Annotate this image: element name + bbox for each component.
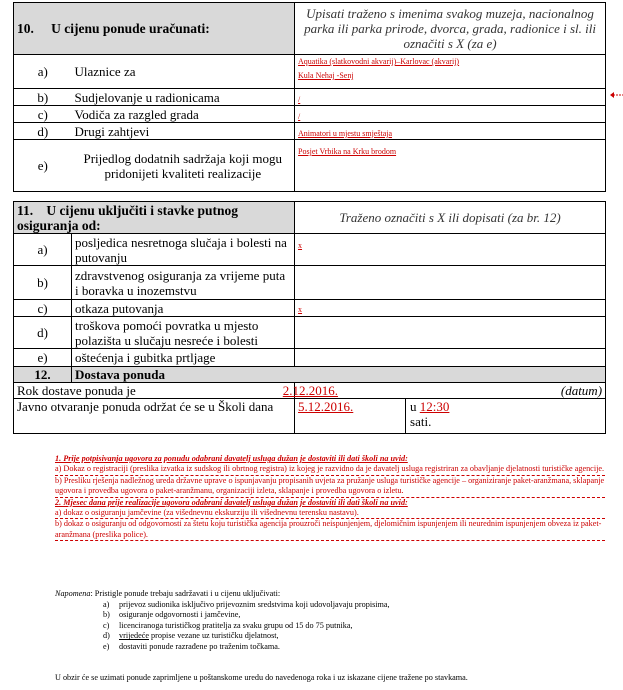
opening-time: 12:30 bbox=[419, 399, 450, 414]
napomena-label: Napomena bbox=[55, 589, 91, 598]
row-value: / bbox=[298, 94, 301, 104]
row-letter: a) bbox=[14, 55, 72, 89]
note-1a: a) Dokaz o registraciji (preslika izvatka iz sudskog ili obrtnog registra) iz kojeg je razvidno da je davatelj usluga registriran za obavljanje djelatnosti turističke agencije. bbox=[55, 464, 605, 475]
note-2: 2. Mjesec dana prije realizacije ugovora odabrani davatelj usluga dužan je dostaviti ili dati školi na uvid: bbox=[55, 497, 408, 507]
list-text: licenciranoga turističkog pratitelja za svaku grupu od 15 do 75 putnika, bbox=[119, 620, 353, 630]
footer-note: U obzir će se uzimati ponude zaprimljene u poštanskome uredu do navedenoga roka i uz iskazane cijene tražene po stavkama. bbox=[55, 673, 468, 682]
section-12-number: 12. bbox=[14, 367, 72, 383]
row-value: Posjet Vrbika na Krku brodom bbox=[298, 147, 397, 156]
list-item bbox=[103, 610, 605, 621]
section-11-row-e bbox=[14, 349, 606, 367]
section-11-row-d bbox=[14, 317, 606, 349]
row-label: zdravstvenog osiguranja za vrijeme puta i boravka u inozemstvu bbox=[72, 266, 295, 300]
row-value-2: Kula Nehaj -Senj bbox=[298, 71, 354, 80]
row-letter: b) bbox=[14, 89, 72, 106]
section-11-row-c bbox=[14, 300, 606, 317]
section-11-row-b bbox=[14, 266, 606, 300]
list-text-underlined: vrijedeće bbox=[119, 631, 149, 641]
list-text: prijevoz sudionika isključivo prijevoznim sredstvima koji udovoljavaju propisima, bbox=[119, 599, 390, 609]
row-letter: a) bbox=[14, 234, 72, 266]
list-item bbox=[103, 599, 605, 611]
list-item bbox=[103, 620, 605, 632]
list-text: dostaviti ponude razrađene po traženim točkama. bbox=[119, 641, 280, 651]
section-10-row-b bbox=[14, 89, 606, 106]
conditions-notes bbox=[55, 454, 605, 541]
row-letter: d) bbox=[14, 317, 72, 349]
row-value: / bbox=[298, 111, 301, 121]
section-11-row-a bbox=[14, 234, 606, 266]
napomena-list bbox=[55, 600, 605, 653]
section-11-title: U cijenu uključiti i stavke putnog osiguranja od: bbox=[17, 202, 239, 233]
deadline-label: Rok dostave ponuda je bbox=[17, 383, 136, 398]
section-10-row-c bbox=[14, 106, 606, 123]
row-label: Sudjelovanje u radionicama bbox=[72, 89, 295, 106]
note-2a: a) dokaz o osiguranju jamčevine (za višednevnu ekskurziju ili višednevnu terensku nastavu). bbox=[55, 508, 605, 519]
offer-form-table bbox=[13, 2, 606, 434]
row-label: posljedica nesretnoga slučaja i bolesti na putovanju bbox=[72, 234, 295, 266]
row-value: x bbox=[298, 241, 303, 250]
row-label: oštećenja i gubitka prtljage bbox=[72, 349, 295, 367]
row-letter: d) bbox=[14, 123, 72, 140]
section-10-row-d bbox=[14, 123, 606, 140]
row-letter: c) bbox=[14, 106, 72, 123]
deadline-date: 2.12.2016. bbox=[282, 383, 339, 398]
row-letter: e) bbox=[14, 349, 72, 367]
list-letter: d) bbox=[103, 631, 110, 641]
opening-sati: sati. bbox=[410, 414, 432, 429]
row-label: Prijedlog dodatnih sadržaja koji mogu pridonijeti kvaliteti realizacije bbox=[72, 140, 295, 192]
list-letter: a) bbox=[103, 599, 110, 609]
list-letter: b) bbox=[103, 610, 110, 620]
row-value: Aquatika (slatkovodni akvarij)–Karlovac (akvarij) bbox=[298, 57, 460, 66]
row-value: Animatori u mjestu smještaja bbox=[298, 128, 393, 138]
section-10-number: 10. bbox=[17, 21, 34, 36]
row-label: otkaza putovanja bbox=[72, 300, 295, 317]
opening-u: u bbox=[410, 399, 417, 414]
section-12-title: Dostava ponuda bbox=[72, 367, 606, 383]
section-10-title: U cijenu ponude uračunati: bbox=[51, 21, 210, 36]
list-letter: e) bbox=[103, 641, 110, 651]
note-1b: b) Presliku rješenja nadležnog ureda državne uprave o ispunjavanju propisanih uvjeta za pružanje usluga turističke agencije – organiziranje paket-aranžmana, sklapanje ugovora i provedba ugovora o paket-aranžmanu, organizaciji izleta, sklapanje i provedba ugovora o izletu. bbox=[55, 476, 605, 498]
arrow-left-icon bbox=[610, 90, 623, 100]
note-2b: b) dokaz o osiguranju od odgovornosti za štetu koju turistička agencija prouzroči neispunjenjem, djelomičnim ispunjenjem ili neurednim ispunjenjem obveza iz paket-aranžmana (preslika police). bbox=[55, 519, 605, 541]
list-item bbox=[103, 631, 605, 642]
row-letter: e) bbox=[14, 140, 72, 192]
section-12-deadline-row bbox=[14, 383, 606, 399]
deadline-datum: (datum) bbox=[295, 383, 606, 399]
section-11-number: 11. bbox=[17, 202, 34, 218]
list-text: propise vezane uz turističku djelatnost, bbox=[149, 631, 279, 641]
row-letter: b) bbox=[14, 266, 72, 300]
opening-date: 5.12.2016. bbox=[298, 399, 354, 414]
row-label: troškova pomoći povratka u mjesto polazišta u slučaju nesreće i bolesti bbox=[72, 317, 295, 349]
list-letter: c) bbox=[103, 620, 110, 630]
row-label: Ulaznice za bbox=[72, 55, 295, 89]
napomena-block bbox=[55, 589, 605, 653]
opening-label: Javno otvaranje ponuda održat će se u Školi dana bbox=[14, 399, 295, 434]
row-label: Vodiča za razgled grada bbox=[72, 106, 295, 123]
section-11-note: Traženo označiti s X ili dopisati (za br. 12) bbox=[295, 202, 606, 234]
section-10-note: Upisati traženo s imenima svakog muzeja, nacionalnog parka ili parka prirode, dvorca, grada, radionice i sl. ili označiti s X (za e) bbox=[295, 3, 606, 55]
section-10-row-a bbox=[14, 55, 606, 89]
row-value: x bbox=[298, 305, 303, 314]
section-12-opening-row bbox=[14, 399, 606, 434]
list-text: osiguranje odgovornosti i jamčevine, bbox=[119, 610, 241, 620]
row-label: Drugi zahtjevi bbox=[72, 123, 295, 140]
section-10-header bbox=[14, 3, 606, 55]
section-11-header bbox=[14, 202, 606, 234]
napomena-intro: : Pristigle ponude trebaju sadržavati i u cijenu uključivati: bbox=[90, 589, 281, 598]
section-12-header bbox=[14, 367, 606, 383]
note-1: 1. Prije potpisivanja ugovora za ponudu odabrani davatelj usluga dužan je dostaviti ili dati školi na uvid: bbox=[55, 454, 408, 463]
list-item bbox=[103, 641, 605, 653]
row-letter: c) bbox=[14, 300, 72, 317]
section-10-row-e bbox=[14, 140, 606, 192]
